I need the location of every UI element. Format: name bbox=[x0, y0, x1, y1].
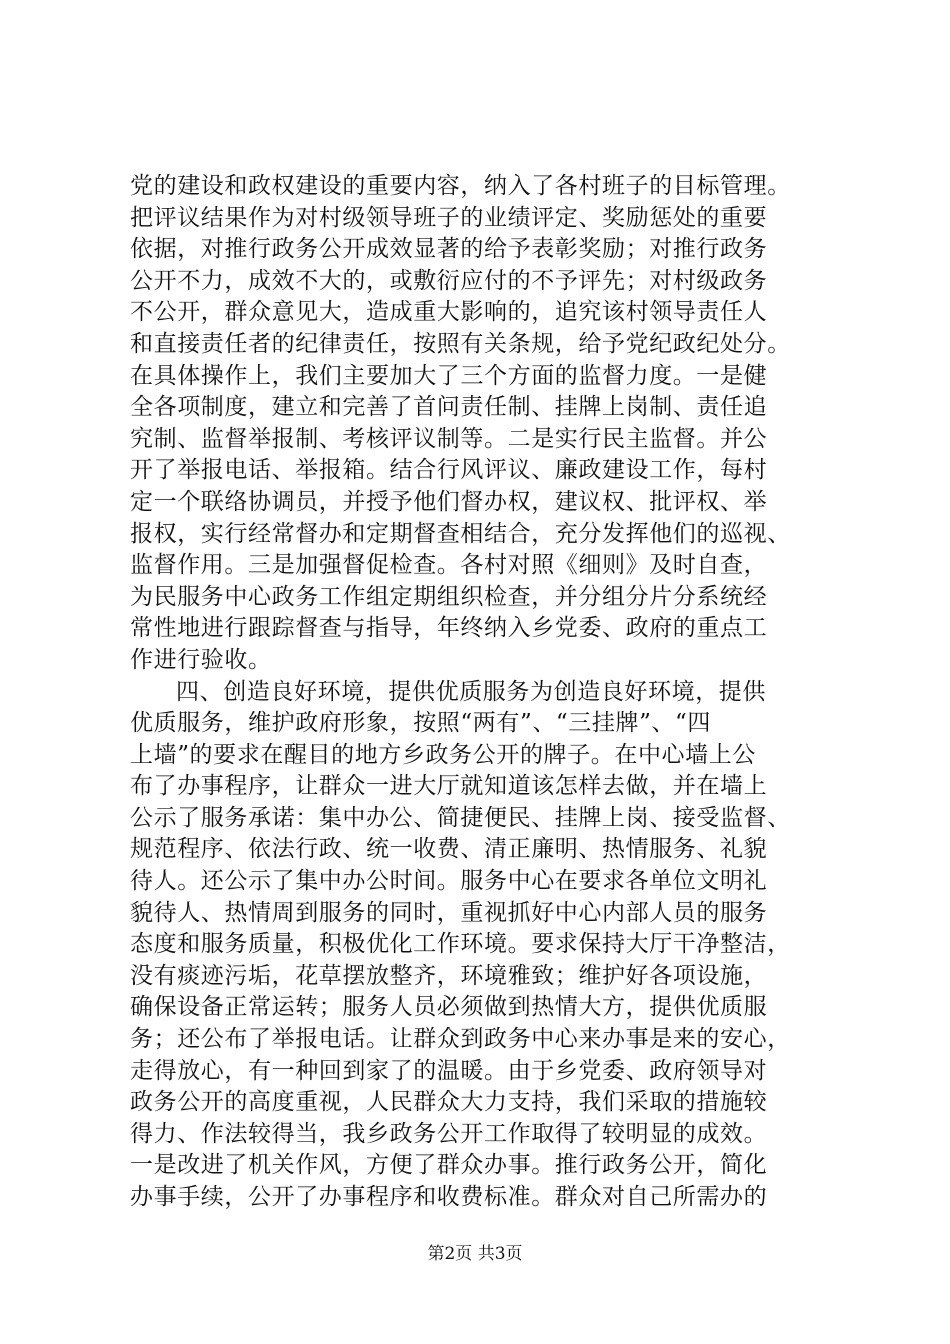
text-line: 依据，对推行政务公开成效显著的给予表彰奖励；对推行政务 bbox=[130, 236, 768, 263]
text-line: 态度和服务质量，积极优化工作环境。要求保持大厅干净整洁， bbox=[130, 931, 791, 958]
text-line: 把评议结果作为对村级领导班子的业绩评定、奖励惩处的重要 bbox=[130, 204, 768, 231]
text-line: 优质服务，维护政府形象，按照“两有”、“三挂牌”、“四 bbox=[130, 710, 711, 737]
text-line: 一是改进了机关作风，方便了群众办事。推行政务公开，简化 bbox=[130, 1152, 768, 1179]
text-line: 上墙”的要求在醒目的地方乡政务公开的牌子。在中心墙上公 bbox=[130, 741, 756, 768]
text-line: 常性地进行跟踪督查与指导，年终纳入乡党委、政府的重点工 bbox=[130, 615, 768, 642]
text-line: 和直接责任者的纪律责任，按照有关条规，给予党纪政纪处分。 bbox=[130, 330, 791, 357]
text-line: 四、创造良好环境，提供优质服务为创造良好环境，提供 bbox=[176, 678, 766, 705]
text-line: 走得放心，有一种回到家了的温暖。由于乡党委、政府领导对 bbox=[130, 1057, 768, 1084]
text-line: 貌待人、热情周到服务的同时，重视抓好中心内部人员的服务 bbox=[130, 899, 768, 926]
text-line: 务；还公布了举报电话。让群众到政务中心来办事是来的安心， bbox=[130, 1026, 791, 1053]
text-line: 公示了服务承诺：集中办公、简捷便民、挂牌上岗、接受监督、 bbox=[130, 804, 791, 831]
text-line: 作进行验收。 bbox=[130, 646, 272, 673]
text-line: 报权，实行经常督办和定期督查相结合，充分发挥他们的巡视、 bbox=[130, 520, 791, 547]
text-line: 全各项制度，建立和完善了首问责任制、挂牌上岗制、责任追 bbox=[130, 394, 768, 421]
text-line: 不公开，群众意见大，造成重大影响的，追究该村领导责任人 bbox=[130, 299, 768, 326]
text-line: 没有痰迹污垢，花草摆放整齐，环境雅致；维护好各项设施， bbox=[130, 962, 768, 989]
text-line: 定一个联络协调员，并授予他们督办权，建议权、批评权、举 bbox=[130, 488, 768, 515]
text-line: 布了办事程序，让群众一进大厅就知道该怎样去做，并在墙上 bbox=[130, 773, 768, 800]
text-line: 党的建设和政权建设的重要内容，纳入了各村班子的目标管理。 bbox=[130, 173, 791, 199]
text-line: 开了举报电话、举报箱。结合行风评议、廉政建设工作，每村 bbox=[130, 457, 768, 484]
text-line: 监督作用。三是加强督促检查。各村对照《细则》及时自查， bbox=[130, 552, 768, 579]
text-line: 待人。还公示了集中办公时间。服务中心在要求各单位文明礼 bbox=[130, 868, 768, 895]
text-line: 究制、监督举报制、考核评议制等。二是实行民主监督。并公 bbox=[130, 425, 768, 452]
text-line: 政务公开的高度重视，人民群众大力支持，我们采取的措施较 bbox=[130, 1089, 768, 1116]
text-line: 在具体操作上，我们主要加大了三个方面的监督力度。一是健 bbox=[130, 362, 768, 389]
text-line: 办事手续，公开了办事程序和收费标准。群众对自己所需办的 bbox=[130, 1184, 768, 1210]
text-line: 得力、作法较得当，我乡政务公开工作取得了较明显的成效。 bbox=[130, 1120, 768, 1147]
document-body bbox=[130, 171, 830, 1214]
page-number-footer: 第2页 共3页 bbox=[427, 1244, 523, 1264]
text-line: 为民服务中心政务工作组定期组织检查，并分组分片分系统经 bbox=[130, 583, 768, 610]
text-line: 规范程序、依法行政、统一收费、清正廉明、热情服务、礼貌 bbox=[130, 836, 768, 863]
text-line: 公开不力，成效不大的，或敷衍应付的不予评先；对村级政务 bbox=[130, 267, 768, 294]
text-line: 确保设备正常运转；服务人员必须做到热情大方，提供优质服 bbox=[130, 994, 768, 1021]
